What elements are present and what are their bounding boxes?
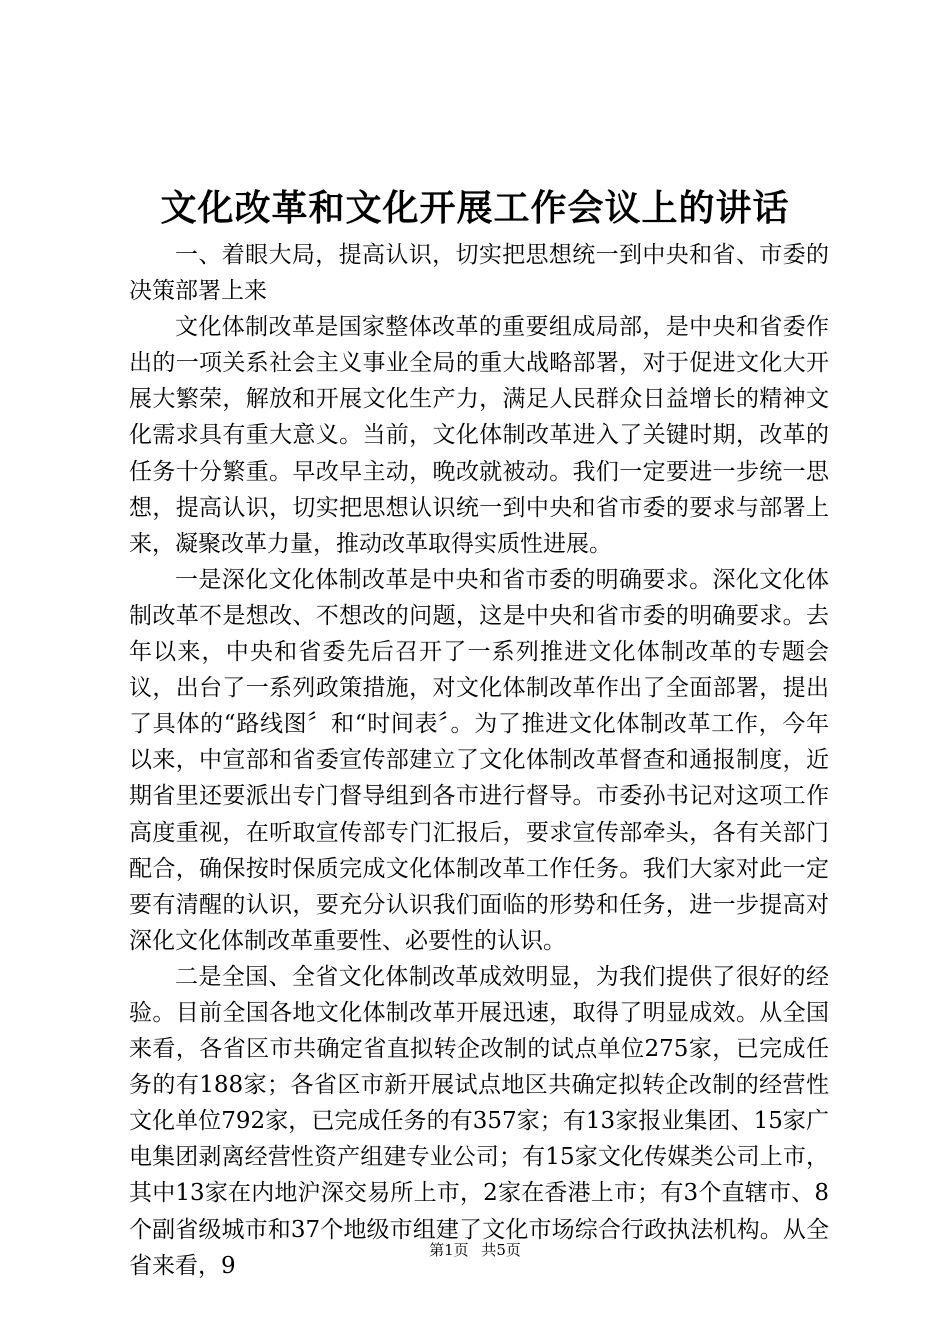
body-paragraph: 文化体制改革是国家整体改革的重要组成局部，是中央和省委作出的一项关系社会主义事业全局的重大战略部署，对于促进文化大开展大繁荣，解放和开展文化生产力，满足人民群众日益增长的精神文化需求具有重大意义。当前，文化体制改革进入了关键时期，改革的任务十分繁重。早改早主动，晚改就被动。我们一定要进一步统一思想，提高认识，切实把思想认识统一到中央和省市委的要求与部署上来，凝聚改革力量，推动改革取得实质性进展。	[129, 314, 829, 557]
page-total: 共5页	[481, 1241, 521, 1259]
page-number: 第1页	[429, 1241, 469, 1259]
document-title: 文化改革和文化开展工作会议上的讲话	[160, 187, 790, 229]
body-paragraph: 二是全国、全省文化体制改革成效明显，为我们提供了很好的经验。目前全国各地文化体制改革开展迅速，取得了明显成效。从全国来看，各省区市共确定省直拟转企改制的试点单位275家，已完成任务的有188家；各省区市新开展试点地区共确定拟转企改制的经营性文化单位792家，已完成任务的有357家；有13家报业集团、15家广电集团剥离经营性资产组建专业公司；有15家文化传媒类公司上市，其中13家在内地沪深交易所上市，2家在香港上市；有3个直辖市、8个副省级城市和37个地级市组建了文化市场综合行政执法机构。从全省来看，9	[129, 963, 829, 1279]
section-heading: 一、着眼大局，提高认识，切实把思想统一到中央和省、市委的决策部署上来	[129, 242, 829, 305]
document-body	[129, 237, 829, 1284]
body-paragraph: 一是深化文化体制改革是中央和省市委的明确要求。深化文化体制改革不是想改、不想改的问题，这是中央和省市委的明确要求。去年以来，中央和省委先后召开了一系列推进文化体制改革的专题会议，出台了一系列政策措施，对文化体制改革作出了全面部署，提出了具体的“路线图〞和“时间表〞。为了推进文化体制改革工作，今年以来，中宣部和省委宣传部建立了文化体制改革督查和通报制度，近期省里还要派出专门督导组到各市进行督导。市委孙书记对这项工作高度重视，在听取宣传部专门汇报后，要求宣传部牵头，各有关部门配合，确保按时保质完成文化体制改革工作任务。我们大家对此一定要有清醒的认识，要充分认识我们面临的形势和任务，进一步提高对深化文化体制改革重要性、必要性的认识。	[129, 566, 829, 954]
page-footer	[0, 1240, 950, 1260]
